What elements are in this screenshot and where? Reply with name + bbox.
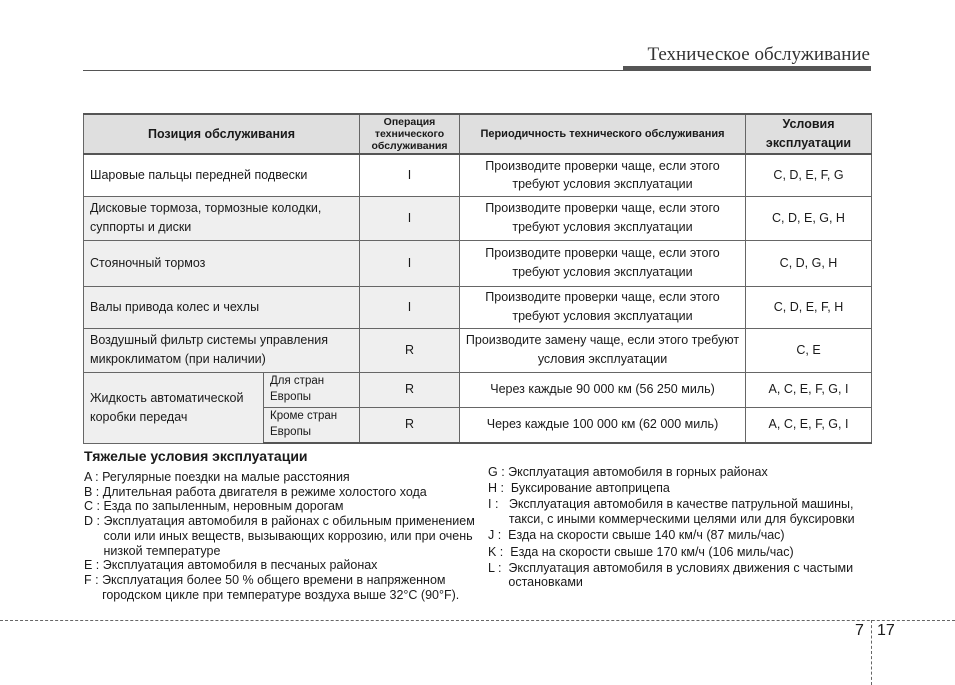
header-accent-bar [623, 66, 871, 71]
row-period: Производите проверки чаще, если этого требуют условия эксплуатации [460, 286, 746, 328]
severe-conditions-title: Тяжелые условия эксплуатации [84, 448, 308, 464]
footer-divider [871, 620, 872, 685]
severe-conditions-left [84, 470, 479, 602]
condition-code: K : [488, 544, 511, 559]
row-operation: I [360, 240, 460, 286]
row-conditions: A, C, E, F, G, I [746, 372, 872, 407]
table-row [84, 154, 872, 196]
list-item [84, 558, 479, 573]
row-conditions: C, E [746, 328, 872, 372]
condition-text: Эксплуатация автомобиля в условиях движения с частыми остановками [508, 560, 854, 590]
list-item [84, 499, 479, 514]
condition-code: C : [84, 499, 104, 514]
row-period: Через каждые 90 000 км (56 250 миль) [460, 372, 746, 407]
row-conditions: C, D, G, H [746, 240, 872, 286]
list-item [84, 514, 479, 558]
row-item: Воздушный фильтр системы управления микроклиматом (при наличии) [84, 328, 360, 372]
condition-code: F : [84, 572, 103, 587]
row-operation: I [360, 286, 460, 328]
condition-text: Буксирование автоприцепа [510, 481, 670, 496]
row-item: Стояночный тормоз [84, 240, 360, 286]
row-region: Для стран Европы [264, 372, 360, 407]
list-item [488, 545, 868, 560]
row-conditions: A, C, E, F, G, I [746, 407, 872, 443]
condition-code: B : [84, 484, 103, 499]
row-item: Дисковые тормоза, тормозные колодки, суппорты и диски [84, 196, 360, 240]
condition-text: Езда на скорости свыше 140 км/ч (87 миль/час) [508, 528, 785, 543]
header-conditions: Условия эксплуатации [746, 114, 872, 154]
table-row [84, 372, 872, 407]
table-row [84, 196, 872, 240]
list-item [488, 465, 868, 480]
row-conditions: C, D, E, G, H [746, 196, 872, 240]
row-item: Шаровые пальцы передней подвески [84, 154, 360, 196]
condition-code: A : [84, 470, 103, 484]
row-period: Производите проверки чаще, если этого требуют условия эксплуатации [460, 154, 746, 196]
condition-text: Езда на скорости свыше 170 км/ч (106 миль/час) [510, 544, 794, 559]
list-item [84, 573, 479, 602]
condition-text: Длительная работа двигателя в режиме холостого хода [102, 484, 427, 499]
row-item: Валы привода колес и чехлы [84, 286, 360, 328]
condition-code: L : [488, 560, 509, 575]
condition-text: Эксплуатация автомобиля в качестве патрульной машины, такси, с иными коммерческими целями или для буксировки [508, 497, 855, 527]
header-operation: Операция технического обслуживания [360, 114, 460, 154]
condition-code: J : [488, 528, 509, 543]
condition-text: Эксплуатация автомобиля в горных районах [508, 465, 768, 479]
row-conditions: C, D, E, F, H [746, 286, 872, 328]
table-row [84, 240, 872, 286]
maintenance-table [83, 113, 872, 444]
row-operation: R [360, 407, 460, 443]
row-period: Производите проверки чаще, если этого требуют условия эксплуатации [460, 196, 746, 240]
list-item [488, 497, 868, 526]
condition-code: I : [488, 497, 509, 512]
list-item [488, 561, 868, 590]
row-conditions: C, D, E, F, G [746, 154, 872, 196]
section-number: 7 [855, 622, 864, 639]
row-operation: R [360, 328, 460, 372]
row-region: Кроме стран Европы [264, 407, 360, 443]
page-number: 17 [877, 622, 895, 639]
row-operation: R [360, 372, 460, 407]
condition-text: Эксплуатация более 50 % общего времени в напряженном городском цикле при температуре воздуха выше 32°C (90°F). [102, 572, 460, 602]
table-row [84, 328, 872, 372]
severe-conditions-right [488, 465, 868, 592]
condition-text: Эксплуатация автомобиля в песчаных районах [102, 558, 378, 573]
condition-text: Эксплуатация автомобиля в районах с обильным применением соли или иных веществ, вызывающих коррозию, или при очень низкой температуре [103, 514, 475, 558]
condition-code: D : [84, 514, 104, 529]
row-period: Производите проверки чаще, если этого требуют условия эксплуатации [460, 240, 746, 286]
condition-text: Регулярные поездки на малые расстояния [102, 470, 350, 484]
table-header-row [84, 114, 872, 154]
footer-rule [0, 620, 955, 621]
condition-code: G : [488, 465, 509, 479]
header-position: Позиция обслуживания [84, 114, 360, 154]
page-header-title: Техническое обслуживание [647, 44, 870, 65]
row-operation: I [360, 196, 460, 240]
list-item [84, 485, 479, 500]
condition-text: Езда по запыленным, неровным дорогам [103, 499, 344, 514]
row-item-atf: Жидкость автоматической коробки передач [84, 372, 264, 443]
list-item [488, 481, 868, 496]
row-operation: I [360, 154, 460, 196]
table-row [84, 286, 872, 328]
list-item [84, 470, 479, 485]
row-period: Производите замену чаще, если этого требуют условия эксплуатации [460, 328, 746, 372]
condition-code: E : [84, 558, 103, 573]
list-item [488, 528, 868, 543]
row-period: Через каждые 100 000 км (62 000 миль) [460, 407, 746, 443]
condition-code: H : [488, 481, 511, 496]
header-periodicity: Периодичность технического обслуживания [460, 114, 746, 154]
